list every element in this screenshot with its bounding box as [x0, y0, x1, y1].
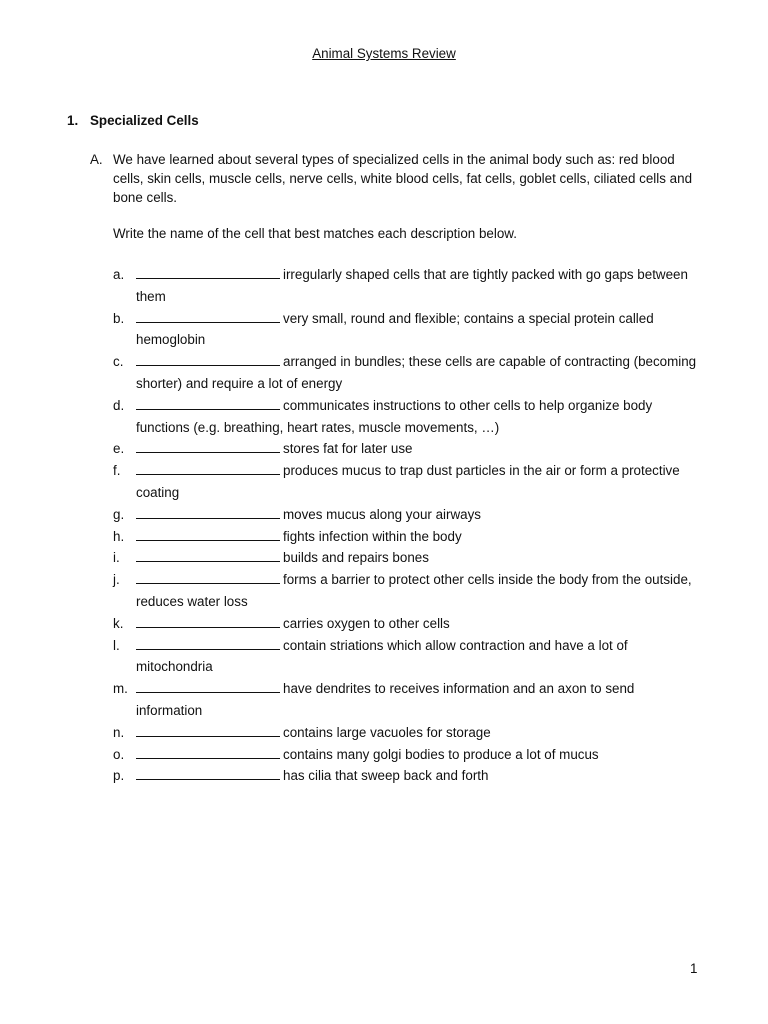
answer-blank[interactable]: [136, 679, 280, 693]
question-item: [113, 395, 703, 439]
question-text: contains large vacuoles for storage: [283, 724, 491, 740]
answer-blank[interactable]: [136, 265, 280, 279]
part-letter: A.: [90, 152, 103, 167]
answer-blank[interactable]: [136, 505, 280, 519]
answer-blank[interactable]: [136, 723, 280, 737]
question-letter: k.: [113, 615, 124, 631]
page-title: Animal Systems Review: [312, 46, 456, 61]
question-item: [113, 526, 703, 548]
answer-blank[interactable]: [136, 548, 280, 562]
question-text: have dendrites to receives information and an axon to send information: [136, 681, 635, 718]
question-text: arranged in bundles; these cells are capable of contracting (becoming shorter) and require a lot of energy: [136, 354, 697, 391]
question-text: carries oxygen to other cells: [283, 615, 450, 631]
question-letter: c.: [113, 354, 124, 370]
question-text: communicates instructions to other cells to help organize body functions (e.g. breathing, heart rates, muscle movements, …): [136, 397, 653, 435]
question-item: [113, 264, 703, 308]
question-text: fights infection within the body: [283, 528, 462, 544]
part-intro: We have learned about several types of specialized cells in the animal body such as: red blood cells, skin cells, muscle cells, nerve cells, white blood cells, fat cells, goblet cells, ciliated cells and bone cells.: [113, 152, 693, 205]
question-item: [113, 635, 703, 679]
question-text: stores fat for later use: [283, 441, 413, 457]
question-letter: a.: [113, 267, 125, 282]
question-item: [113, 744, 703, 766]
question-letter: j.: [113, 572, 120, 588]
question-text: moves mucus along your airways: [283, 506, 481, 522]
question-item: [113, 569, 703, 613]
answer-blank[interactable]: [136, 396, 280, 410]
answer-blank[interactable]: [136, 309, 280, 323]
question-list: [113, 264, 703, 787]
question-letter: f.: [113, 463, 121, 479]
answer-blank[interactable]: [136, 439, 280, 453]
answer-blank[interactable]: [136, 461, 280, 475]
question-item: [113, 678, 703, 722]
question-item: [113, 438, 703, 460]
answer-blank[interactable]: [136, 614, 280, 628]
answer-blank[interactable]: [136, 527, 280, 541]
question-item: [113, 765, 703, 787]
question-item: [113, 460, 703, 504]
section-heading: [67, 113, 199, 128]
instruction-text: Write the name of the cell that best matches each description below.: [113, 226, 517, 241]
answer-blank[interactable]: [136, 352, 280, 366]
question-item: [113, 504, 703, 526]
question-item: [113, 613, 703, 635]
question-item: [113, 547, 703, 569]
answer-blank[interactable]: [136, 570, 280, 584]
question-letter: b.: [113, 310, 125, 326]
question-text: produces mucus to trap dust particles in the air or form a protective coating: [136, 463, 680, 500]
question-letter: o.: [113, 746, 125, 762]
section-title: Specialized Cells: [90, 113, 199, 128]
question-letter: p.: [113, 768, 125, 784]
question-text: contains many golgi bodies to produce a lot of mucus: [283, 746, 599, 762]
question-text: irregularly shaped cells that are tightly packed with go gaps between them: [136, 267, 688, 304]
question-text: has cilia that sweep back and forth: [283, 768, 489, 784]
answer-blank[interactable]: [136, 766, 280, 780]
question-letter: m.: [113, 681, 128, 697]
question-letter: i.: [113, 550, 120, 566]
answer-blank[interactable]: [136, 745, 280, 759]
question-letter: e.: [113, 441, 125, 457]
page-number: 1: [690, 961, 698, 976]
question-letter: g.: [113, 506, 125, 522]
section-number: 1.: [67, 113, 79, 128]
answer-blank[interactable]: [136, 636, 280, 650]
question-item: [113, 351, 703, 395]
question-letter: d.: [113, 397, 125, 413]
question-text: forms a barrier to protect other cells inside the body from the outside, reduces water loss: [136, 572, 692, 609]
question-text: builds and repairs bones: [283, 550, 429, 566]
question-letter: l.: [113, 637, 120, 653]
question-text: contain striations which allow contraction and have a lot of mitochondria: [136, 637, 628, 675]
part-a: [90, 150, 700, 207]
question-letter: h.: [113, 528, 125, 544]
question-letter: n.: [113, 724, 125, 740]
question-text: very small, round and flexible; contains a special protein called hemoglobin: [136, 310, 654, 348]
question-item: [113, 308, 703, 352]
question-item: [113, 722, 703, 744]
